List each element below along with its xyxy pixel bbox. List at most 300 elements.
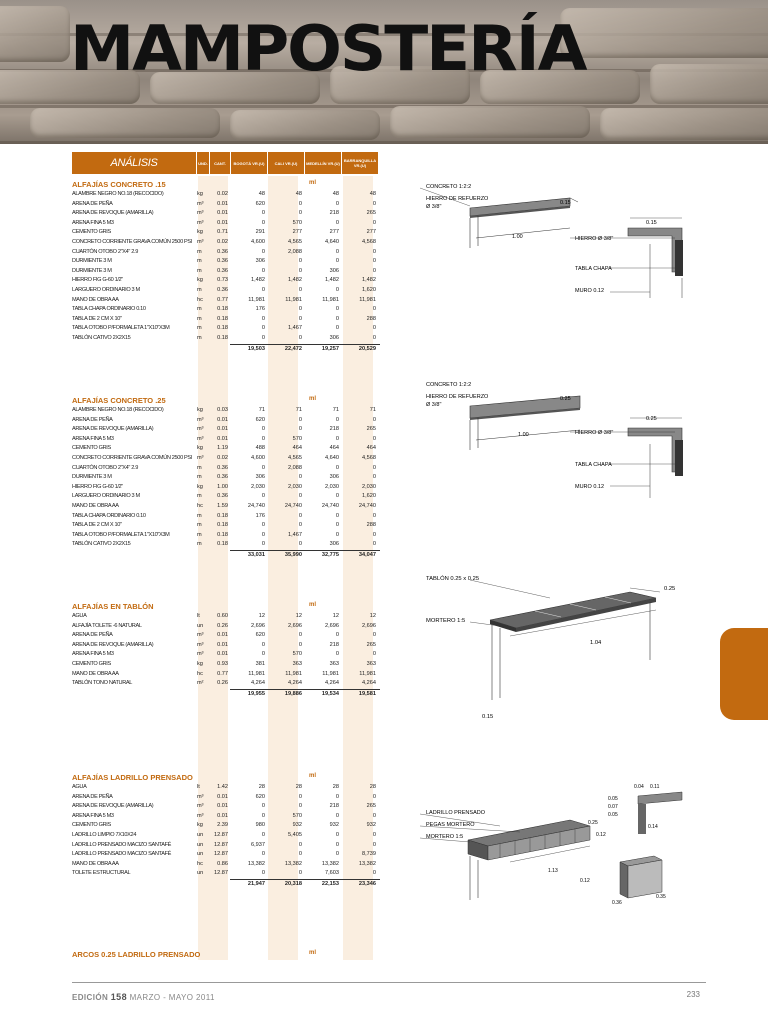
dim-035: 0.35 bbox=[656, 894, 666, 900]
table-cell: 218 bbox=[329, 641, 339, 648]
table-cell: 11,981 bbox=[248, 296, 265, 303]
table-cell: ARENA DE REVOQUE (AMARILLA) bbox=[72, 210, 154, 217]
table-cell: 0.18 bbox=[217, 325, 228, 332]
table-row bbox=[72, 406, 380, 416]
table-cell: TABLA OTOBO P/FORMALETA 1"X10"X3M bbox=[72, 531, 170, 538]
table-cell: 0 bbox=[335, 531, 339, 538]
table-cell: 0 bbox=[335, 522, 339, 529]
table-cell: 1,482 bbox=[251, 277, 265, 284]
table-cell: un bbox=[197, 622, 204, 629]
table-row bbox=[72, 512, 380, 522]
table-cell: m bbox=[197, 464, 202, 471]
dim-025: 0.25 bbox=[588, 820, 598, 826]
table-row bbox=[72, 869, 380, 879]
table-cell: ARENA DE PEÑA bbox=[72, 793, 113, 800]
table-cell: CEMENTO GRIS bbox=[72, 445, 111, 452]
table-row bbox=[72, 464, 380, 474]
table-cell: TABLÓN CATIVO 2X2X15 bbox=[72, 541, 131, 548]
table-cell: 8,739 bbox=[362, 851, 376, 858]
table-cell: 13,382 bbox=[284, 860, 302, 867]
section-unit: ml bbox=[309, 602, 317, 608]
table-cell: LARGUERO ORDINARIO 3 M bbox=[72, 493, 140, 500]
table-cell: 0 bbox=[335, 851, 339, 858]
table-cell: 218 bbox=[329, 426, 339, 433]
table-row bbox=[72, 612, 380, 622]
table-cell: 218 bbox=[329, 803, 339, 810]
dim-036: 0.36 bbox=[612, 900, 622, 906]
label-tabla-chapa: TABLA CHAPA bbox=[575, 266, 612, 272]
table-cell: 0.36 bbox=[217, 474, 228, 481]
dim-c: 0.25 bbox=[646, 416, 657, 422]
table-row bbox=[72, 286, 380, 296]
table-cell: hc bbox=[197, 296, 203, 303]
table-header bbox=[72, 152, 380, 176]
table-cell: m³ bbox=[197, 435, 204, 442]
table-cell: TABLA DE 2 CM X 10" bbox=[72, 315, 122, 322]
table-cell: 0 bbox=[298, 267, 302, 274]
table-cell: CONCRETO CORRIENTE GRAVA COMÚN 2500 PSI bbox=[72, 238, 193, 245]
table-cell: 0.18 bbox=[217, 541, 228, 548]
label-muro: MURO 0.12 bbox=[575, 484, 605, 490]
table-cell: 0.77 bbox=[217, 670, 228, 677]
table-cell: 0 bbox=[372, 474, 376, 481]
table-cell: m³ bbox=[197, 793, 204, 800]
table-cell: 363 bbox=[366, 660, 376, 667]
table-cell: HIERRO FIG G-60 1/2" bbox=[72, 277, 123, 284]
table-row bbox=[72, 238, 380, 248]
table-cell: 0 bbox=[372, 512, 376, 519]
table-cell: 12.87 bbox=[214, 851, 228, 858]
table-cell: 11,981 bbox=[322, 670, 339, 677]
table-cell: 0 bbox=[372, 632, 376, 639]
table-cell: 4,264 bbox=[325, 680, 339, 687]
table-cell: 0 bbox=[261, 870, 265, 877]
diagram-alfajia-25 bbox=[420, 378, 700, 498]
table-cell: 2,696 bbox=[288, 622, 302, 629]
table-cell: 488 bbox=[255, 445, 265, 452]
table-cell: 0 bbox=[372, 464, 376, 471]
table-cell: 0 bbox=[372, 435, 376, 442]
table-cell: ARENA FINA 5 M3 bbox=[72, 219, 114, 226]
table-cell: 11,981 bbox=[285, 670, 302, 677]
table-row bbox=[72, 531, 380, 541]
table-cell: 0 bbox=[372, 870, 376, 877]
table-cell: 176 bbox=[255, 512, 265, 519]
table-row bbox=[72, 248, 380, 258]
table-cell: 11,981 bbox=[248, 670, 265, 677]
dim-a: 0.25 bbox=[664, 586, 676, 592]
table-cell: 4,264 bbox=[362, 680, 376, 687]
table-cell: 4,568 bbox=[362, 454, 376, 461]
table-cell: kg bbox=[197, 229, 203, 236]
table-cell: un bbox=[197, 841, 204, 848]
label-hierro-refuerzo: HIERRO DE REFUERZO bbox=[426, 196, 489, 202]
table-cell: 0.01 bbox=[217, 632, 228, 639]
table-cell: 0.02 bbox=[217, 454, 228, 461]
header-unit: UND. bbox=[197, 152, 209, 174]
table-cell: 6,937 bbox=[251, 841, 265, 848]
table-cell: 0 bbox=[372, 334, 376, 341]
table-row bbox=[72, 315, 380, 325]
header-analysis: ANÁLISIS bbox=[72, 152, 196, 174]
table-cell: ARENA DE REVOQUE (AMARILLA) bbox=[72, 641, 154, 648]
table-cell: 48 bbox=[258, 191, 265, 197]
table-cell: m bbox=[197, 315, 202, 322]
diagram-alfajia-tablon bbox=[420, 570, 700, 720]
table-cell: CONCRETO CORRIENTE GRAVA COMÚN 2500 PSI bbox=[72, 454, 193, 461]
table-cell: 12.87 bbox=[214, 831, 228, 838]
total-cell: 21,947 bbox=[247, 880, 265, 887]
table-cell: TABLA CHAPA ORDINARIO 0.10 bbox=[72, 306, 146, 313]
label-tablon: TABLÓN 0.25 x 0.25 bbox=[426, 576, 480, 582]
dim-012b: 0.12 bbox=[580, 878, 590, 884]
table-cell: 0 bbox=[261, 210, 265, 217]
table-cell: 0 bbox=[298, 426, 302, 433]
table-cell: kg bbox=[197, 407, 203, 413]
table-cell: HIERRO FIG G-60 1/2" bbox=[72, 483, 123, 490]
table-cell: 932 bbox=[292, 822, 302, 829]
table-cell: m³ bbox=[197, 454, 204, 461]
table-cell: LARGUERO ORDINARIO 3 M bbox=[72, 286, 140, 293]
table-cell: m³ bbox=[197, 632, 204, 639]
table-cell: 0.02 bbox=[217, 238, 228, 245]
table-cell: 0.18 bbox=[217, 531, 228, 538]
table-cell: 4,565 bbox=[288, 454, 302, 461]
table-cell: 0 bbox=[335, 841, 339, 848]
table-cell: 0 bbox=[298, 522, 302, 529]
table-cell: m bbox=[197, 531, 202, 538]
table-cell: 0.60 bbox=[217, 613, 228, 619]
table-row bbox=[72, 492, 380, 502]
table-cell: 2,088 bbox=[288, 464, 302, 471]
table-cell: m bbox=[197, 512, 202, 519]
table-row bbox=[72, 435, 380, 445]
table-row bbox=[72, 483, 380, 493]
table-cell: 0 bbox=[372, 812, 376, 819]
header-col4: BARRANQUILLA VR.(U) bbox=[342, 152, 378, 174]
diagram-alfajia-ladrillo bbox=[420, 776, 700, 916]
table-cell: 0 bbox=[298, 841, 302, 848]
table-row bbox=[72, 860, 380, 870]
table-cell: 0 bbox=[261, 219, 265, 226]
edition-info bbox=[72, 993, 215, 1002]
label-pegas: PEGAS MORTERO bbox=[426, 822, 475, 828]
table-cell: 464 bbox=[329, 445, 339, 452]
table-cell: 0 bbox=[261, 334, 265, 341]
table-cell: 1,620 bbox=[362, 286, 376, 293]
dim-c: 0.15 bbox=[646, 220, 657, 226]
table-cell: 4,600 bbox=[251, 454, 265, 461]
header-col1: BOGOTÁ VR.(U) bbox=[231, 152, 267, 174]
table-cell: AGUA bbox=[72, 784, 87, 790]
table-cell: 2,030 bbox=[288, 483, 302, 490]
table-cell: 4,264 bbox=[288, 680, 302, 687]
table-cell: 2,696 bbox=[325, 622, 339, 629]
label-mortero: MORTERO 1:5 bbox=[426, 618, 466, 624]
totals-row bbox=[230, 550, 380, 560]
table-row bbox=[72, 219, 380, 229]
page-title: MAMPOSTERÍA bbox=[70, 12, 586, 85]
table-cell: 48 bbox=[332, 191, 339, 197]
table-cell: 1,482 bbox=[288, 277, 302, 284]
table-cell: m³ bbox=[197, 416, 204, 423]
table-cell: 0 bbox=[335, 286, 339, 293]
table-cell: un bbox=[197, 870, 204, 877]
table-cell: 0 bbox=[372, 841, 376, 848]
table-row bbox=[72, 841, 380, 851]
table-cell: CUARTÓN OTOBO 2"X4" 2.9 bbox=[72, 464, 138, 471]
table-cell: 0 bbox=[261, 464, 265, 471]
header-banner bbox=[0, 0, 768, 144]
table-cell: 1.00 bbox=[217, 483, 228, 490]
table-cell: 0.03 bbox=[217, 407, 228, 413]
table-cell: m³ bbox=[197, 803, 204, 810]
table-cell: m bbox=[197, 334, 202, 341]
totals-row bbox=[230, 344, 380, 354]
table-row bbox=[72, 540, 380, 550]
table-cell: 932 bbox=[366, 822, 376, 829]
table-cell: 11,981 bbox=[359, 670, 376, 677]
label-hierro-refuerzo-size: Ø 3/8" bbox=[426, 402, 442, 408]
table-cell: 0 bbox=[298, 541, 302, 548]
table-cell: 980 bbox=[255, 822, 265, 829]
table-cell: 0.36 bbox=[217, 267, 228, 274]
label-ladrillo: LADRILLO PRENSADO bbox=[426, 810, 485, 816]
table-cell: 0 bbox=[261, 315, 265, 322]
table-row bbox=[72, 502, 380, 512]
table-cell: 0 bbox=[261, 651, 265, 658]
table-cell: 0.36 bbox=[217, 258, 228, 265]
table-cell: 0 bbox=[261, 325, 265, 332]
table-cell: m³ bbox=[197, 219, 204, 226]
section-title: ALFAJÍAS CONCRETO .25 bbox=[72, 396, 166, 405]
table-row bbox=[72, 257, 380, 267]
section-title: ARCOS 0.25 LADRILLO PRENSADO bbox=[72, 950, 201, 959]
table-row bbox=[72, 670, 380, 680]
table-cell: ARENA DE PEÑA bbox=[72, 632, 113, 639]
table-cell: 0 bbox=[298, 315, 302, 322]
label-mortero: MORTERO 1:5 bbox=[426, 834, 464, 840]
table-cell: ARENA DE REVOQUE (AMARILLA) bbox=[72, 803, 154, 810]
table-cell: kg bbox=[197, 660, 203, 667]
table-row bbox=[72, 305, 380, 315]
table-cell: AGUA bbox=[72, 613, 87, 619]
table-cell: 0 bbox=[261, 641, 265, 648]
table-cell: m bbox=[197, 325, 202, 332]
table-cell: ARENA FINA 5 M3 bbox=[72, 435, 114, 442]
table-cell: 620 bbox=[255, 416, 265, 423]
table-cell: 0 bbox=[372, 267, 376, 274]
section-alfajias-25 bbox=[72, 396, 380, 560]
table-cell: 0 bbox=[261, 493, 265, 500]
table-row bbox=[72, 267, 380, 277]
table-cell: 265 bbox=[366, 426, 376, 433]
dim-113: 1.13 bbox=[548, 868, 558, 874]
table-cell: 0 bbox=[335, 512, 339, 519]
table-cell: 2,030 bbox=[251, 483, 265, 490]
table-cell: ARENA FINA 5 M3 bbox=[72, 651, 114, 658]
edition-date: MARZO - MAYO 2011 bbox=[129, 993, 215, 1002]
table-cell: 11,981 bbox=[322, 296, 339, 303]
table-cell: 0.01 bbox=[217, 803, 228, 810]
table-cell: 0 bbox=[335, 306, 339, 313]
section-alfajias-15 bbox=[72, 180, 380, 354]
table-cell: 0.26 bbox=[217, 622, 228, 629]
label-concreto: CONCRETO 1:2:2 bbox=[426, 184, 472, 190]
table-cell: 1,620 bbox=[362, 493, 376, 500]
table-cell: 265 bbox=[366, 210, 376, 217]
table-cell: 218 bbox=[329, 210, 339, 217]
table-row bbox=[72, 783, 380, 793]
table-row bbox=[72, 190, 380, 200]
page-number: 233 bbox=[686, 990, 700, 999]
table-cell: 0 bbox=[298, 851, 302, 858]
table-cell: 0 bbox=[335, 632, 339, 639]
table-cell: 0 bbox=[372, 541, 376, 548]
table-cell: lt bbox=[197, 784, 200, 790]
table-cell: 265 bbox=[366, 641, 376, 648]
table-cell: 13,382 bbox=[321, 860, 339, 867]
table-cell: un bbox=[197, 831, 204, 838]
table-cell: 0 bbox=[261, 831, 265, 838]
table-cell: 13,382 bbox=[247, 860, 265, 867]
table-cell: 0 bbox=[298, 512, 302, 519]
table-cell: 4,640 bbox=[325, 238, 339, 245]
table-cell: 0 bbox=[261, 267, 265, 274]
table-row bbox=[72, 209, 380, 219]
table-cell: m² bbox=[197, 680, 204, 687]
table-cell: 0.01 bbox=[217, 426, 228, 433]
table-cell: ARENA DE REVOQUE (AMARILLA) bbox=[72, 426, 154, 433]
table-cell: 4,640 bbox=[325, 454, 339, 461]
table-cell: 0.18 bbox=[217, 315, 228, 322]
table-cell: m³ bbox=[197, 426, 204, 433]
table-cell: DURMIENTE 3 M bbox=[72, 267, 112, 274]
table-row bbox=[72, 454, 380, 464]
table-cell: LADRILLO PRENSADO MACIZO SANTAFÉ bbox=[72, 851, 172, 858]
table-cell: 0 bbox=[335, 651, 339, 658]
table-cell: 24,740 bbox=[321, 502, 339, 509]
diagram-alfajia-15 bbox=[420, 178, 700, 298]
table-cell: 570 bbox=[292, 219, 302, 226]
table-cell: 1,482 bbox=[325, 277, 339, 284]
label-hierro: HIERRO Ø 3/8" bbox=[575, 236, 614, 242]
table-cell: LADRILLO PRENSADO MACIZO SANTAFÉ bbox=[72, 841, 172, 848]
total-cell: 22,153 bbox=[321, 880, 339, 887]
table-cell: 620 bbox=[255, 793, 265, 800]
table-cell: 0 bbox=[261, 851, 265, 858]
table-row bbox=[72, 793, 380, 803]
table-cell: kg bbox=[197, 483, 203, 490]
table-cell: 0 bbox=[372, 831, 376, 838]
table-cell: 570 bbox=[292, 435, 302, 442]
dim-a: 0.25 bbox=[560, 396, 571, 402]
label-tabla-chapa: TABLA CHAPA bbox=[575, 462, 612, 468]
table-cell: 0.01 bbox=[217, 812, 228, 819]
table-cell: TABLA CHAPA ORDINARIO 0.10 bbox=[72, 512, 146, 519]
table-cell: 0 bbox=[261, 426, 265, 433]
table-cell: 0 bbox=[372, 306, 376, 313]
table-cell: 0 bbox=[261, 803, 265, 810]
table-cell: 0 bbox=[372, 200, 376, 207]
table-cell: 0 bbox=[298, 870, 302, 877]
table-cell: 0.36 bbox=[217, 248, 228, 255]
total-cell: 20,529 bbox=[358, 345, 376, 352]
table-row bbox=[72, 276, 380, 286]
table-cell: 71 bbox=[258, 407, 265, 413]
dim-014: 0.14 bbox=[648, 824, 658, 830]
table-cell: 0 bbox=[372, 793, 376, 800]
table-cell: 0.36 bbox=[217, 464, 228, 471]
section-unit: ml bbox=[309, 180, 317, 186]
table-cell: 0 bbox=[298, 493, 302, 500]
table-cell: 0 bbox=[372, 651, 376, 658]
total-cell: 19,886 bbox=[284, 690, 302, 697]
table-cell: 24,740 bbox=[247, 502, 265, 509]
table-cell: 570 bbox=[292, 651, 302, 658]
table-cell: 12.87 bbox=[214, 870, 228, 877]
table-cell: 363 bbox=[329, 660, 339, 667]
table-cell: kg bbox=[197, 445, 203, 452]
table-cell: 0 bbox=[335, 200, 339, 207]
table-cell: 0 bbox=[335, 248, 339, 255]
table-cell: 0.01 bbox=[217, 793, 228, 800]
table-cell: 0.86 bbox=[217, 860, 228, 867]
table-cell: 0.36 bbox=[217, 493, 228, 500]
table-cell: 0.18 bbox=[217, 512, 228, 519]
table-cell: 24,740 bbox=[284, 502, 302, 509]
table-cell: m bbox=[197, 306, 202, 313]
table-cell: 0 bbox=[335, 325, 339, 332]
total-cell: 19,534 bbox=[321, 690, 339, 697]
table-cell: 306 bbox=[329, 474, 339, 481]
table-cell: 1.42 bbox=[217, 784, 228, 790]
table-cell: 277 bbox=[366, 229, 376, 236]
table-row bbox=[72, 850, 380, 860]
table-cell: m bbox=[197, 267, 202, 274]
table-cell: 5,405 bbox=[288, 831, 302, 838]
table-cell: 28 bbox=[332, 784, 339, 790]
table-cell: 176 bbox=[255, 306, 265, 313]
table-cell: 12.87 bbox=[214, 841, 228, 848]
table-cell: 0.01 bbox=[217, 200, 228, 207]
dim-004: 0.04 bbox=[634, 784, 644, 790]
table-row bbox=[72, 622, 380, 632]
table-cell: ARENA DE PEÑA bbox=[72, 200, 113, 207]
table-cell: 0 bbox=[298, 416, 302, 423]
table-cell: ALAMBRE NEGRO NO.18 (RECOCIDO) bbox=[72, 407, 164, 413]
table-cell: 464 bbox=[292, 445, 302, 452]
total-cell: 32,775 bbox=[321, 551, 339, 558]
table-cell: 0 bbox=[335, 219, 339, 226]
label-hierro-refuerzo: HIERRO DE REFUERZO bbox=[426, 394, 489, 400]
total-cell: 19,503 bbox=[247, 345, 265, 352]
table-cell: 620 bbox=[255, 632, 265, 639]
table-cell: 464 bbox=[366, 445, 376, 452]
section-title: ALFAJÍAS LADRILLO PRENSADO bbox=[72, 773, 193, 782]
table-cell: 0.93 bbox=[217, 660, 228, 667]
table-cell: m bbox=[197, 541, 202, 548]
table-cell: kg bbox=[197, 822, 203, 829]
table-cell: un bbox=[197, 851, 204, 858]
table-cell: 0.01 bbox=[217, 435, 228, 442]
table-cell: 28 bbox=[258, 784, 265, 790]
section-unit: ml bbox=[309, 950, 317, 956]
table-row bbox=[72, 631, 380, 641]
table-cell: 0.18 bbox=[217, 522, 228, 529]
section-unit: ml bbox=[309, 773, 317, 779]
table-cell: DURMIENTE 3 M bbox=[72, 258, 112, 265]
